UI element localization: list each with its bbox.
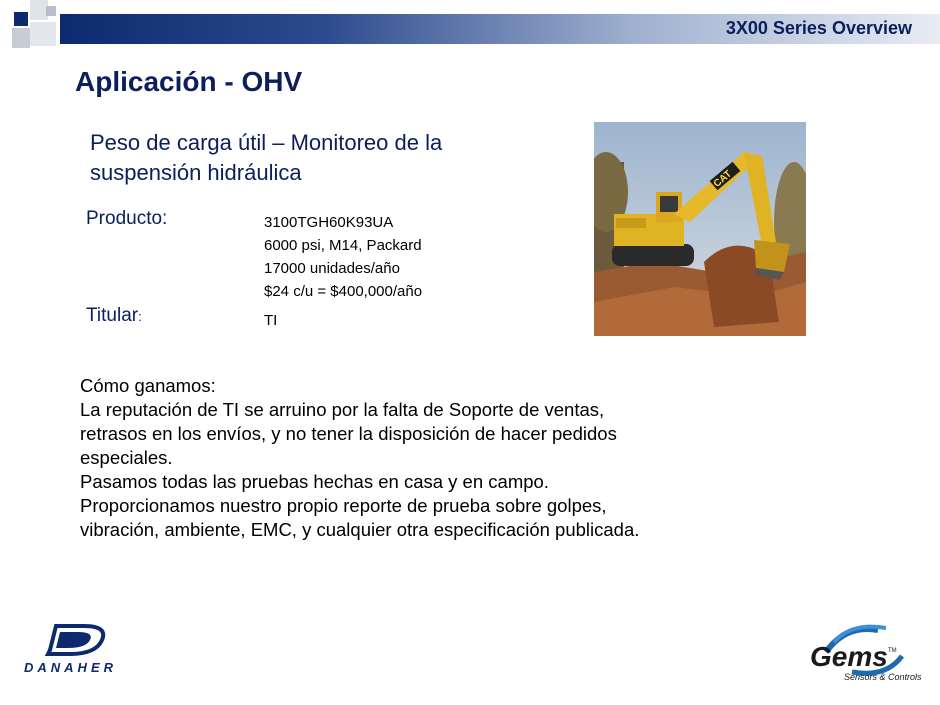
body-line: vibración, ambiente, EMC, y cualquier otra especificación publicada. [80,519,640,540]
subtitle-line-2: suspensión hidráulica [90,160,302,185]
danaher-logo [22,618,142,678]
body-line: La reputación de TI se arruino por la falta de Soporte de ventas, [80,399,605,420]
slide-title: Aplicación - OHV [75,66,303,97]
holder-label [86,305,142,327]
slide-subtitle [90,128,560,188]
product-label: Producto: [86,208,168,229]
gems-logo-mark [806,622,926,684]
gems-logo-subtitle: Sensors & Controls [844,672,922,682]
header-square-small [46,6,56,16]
danaher-logo-text: DANAHER [24,660,117,675]
holder-label-colon: : [138,309,142,324]
header-square-navy [14,12,28,26]
gems-logo-tm: TM [888,648,897,654]
product-value-spec: 6000 psi, M14, Packard [264,237,422,254]
body-line: Pasamos todas las pruebas hechas en casa y en campo. [80,471,549,492]
product-value-price: $24 c/u = $400,000/año [264,283,423,300]
holder-value: TI [264,312,278,329]
series-label: 3X00 Series Overview [725,18,912,38]
danaher-logo-mark [22,618,142,678]
subtitle-line-1: Peso de carga útil – Monitoreo de la [90,130,443,155]
body-line: Proporcionamos nuestro propio reporte de prueba sobre golpes, [80,495,607,516]
body-line: especiales. [80,447,173,468]
excavator-illustration [594,122,806,336]
product-value-volume: 17000 unidades/año [264,260,400,277]
gems-logo-text: Gems [810,641,888,672]
product-value-model: 3100TGH60K93UA [264,214,394,231]
excavator-photo [594,122,806,336]
body-line: retrasos en los envíos, y no tener la disposición de hacer pedidos [80,423,617,444]
body-line-how-we-win: Cómo ganamos: [80,375,216,396]
header-square-light [30,22,56,46]
header-square-grey [12,28,30,48]
body-text [80,374,840,542]
bucket-brand-text: CAT [711,168,735,190]
product-values [264,211,422,303]
holder-label-text: Titular [86,305,139,326]
gems-logo [806,622,926,684]
